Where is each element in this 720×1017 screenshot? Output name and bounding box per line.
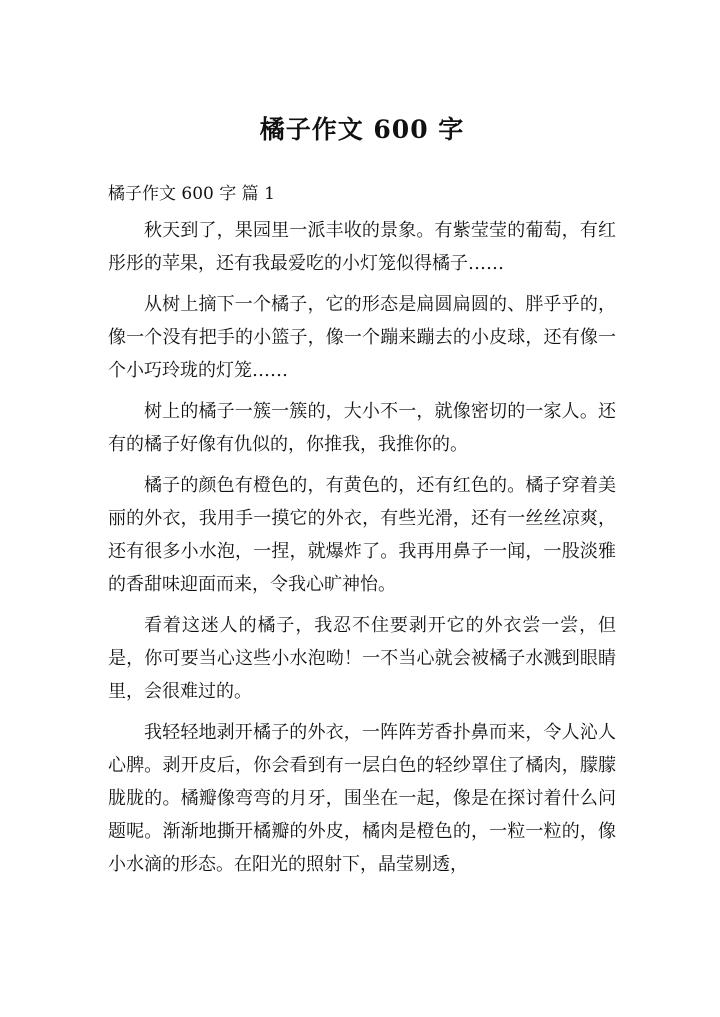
paragraph-2: 从树上摘下一个橘子，它的形态是扁圆扁圆的、胖乎乎的，像一个没有把手的小篮子，像一个蹦来蹦去的小皮球，还有像一个小巧玲珑的灯笼…… xyxy=(108,294,616,381)
paragraph-5: 看着这迷人的橘子，我忍不住要剥开它的外衣尝一尝，但是，你可要当心这些小水泡呦！一不当心就会被橘子水溅到眼睛里，会很难过的。 xyxy=(108,615,616,702)
essay-body xyxy=(108,214,616,881)
document-title: 橘子作文 600 字 xyxy=(259,115,465,144)
paragraph-3: 树上的橘子一簇一簇的，大小不一，就像密切的一家人。还有的橘子好像有仇似的，你推我，我推你的。 xyxy=(108,401,616,455)
paragraph-1: 秋天到了，果园里一派丰收的景象。有紫莹莹的葡萄，有红彤彤的苹果，还有我最爱吃的小灯笼似得橘子…… xyxy=(108,220,616,274)
section-heading: 橘子作文 600 字 篇 1 xyxy=(108,184,275,204)
paragraph-4: 橘子的颜色有橙色的，有黄色的，还有红色的。橘子穿着美丽的外衣，我用手一摸它的外衣，有些光滑，还有一丝丝凉爽，还有很多小水泡，一捏，就爆炸了。我再用鼻子一闻，一股淡雅的香甜味迎面而来，令我心旷神怡。 xyxy=(108,475,616,595)
paragraph-6: 我轻轻地剥开橘子的外衣，一阵阵芳香扑鼻而来，令人沁人心脾。剥开皮后，你会看到有一层白色的轻纱罩住了橘肉，朦朦胧胧的。橘瓣像弯弯的月牙，围坐在一起，像是在探讨着什么问题呢。渐渐地撕开橘瓣的外皮，橘肉是橙色的，一粒一粒的，像小水滴的形态。在阳光的照射下，晶莹剔透， xyxy=(108,722,616,875)
